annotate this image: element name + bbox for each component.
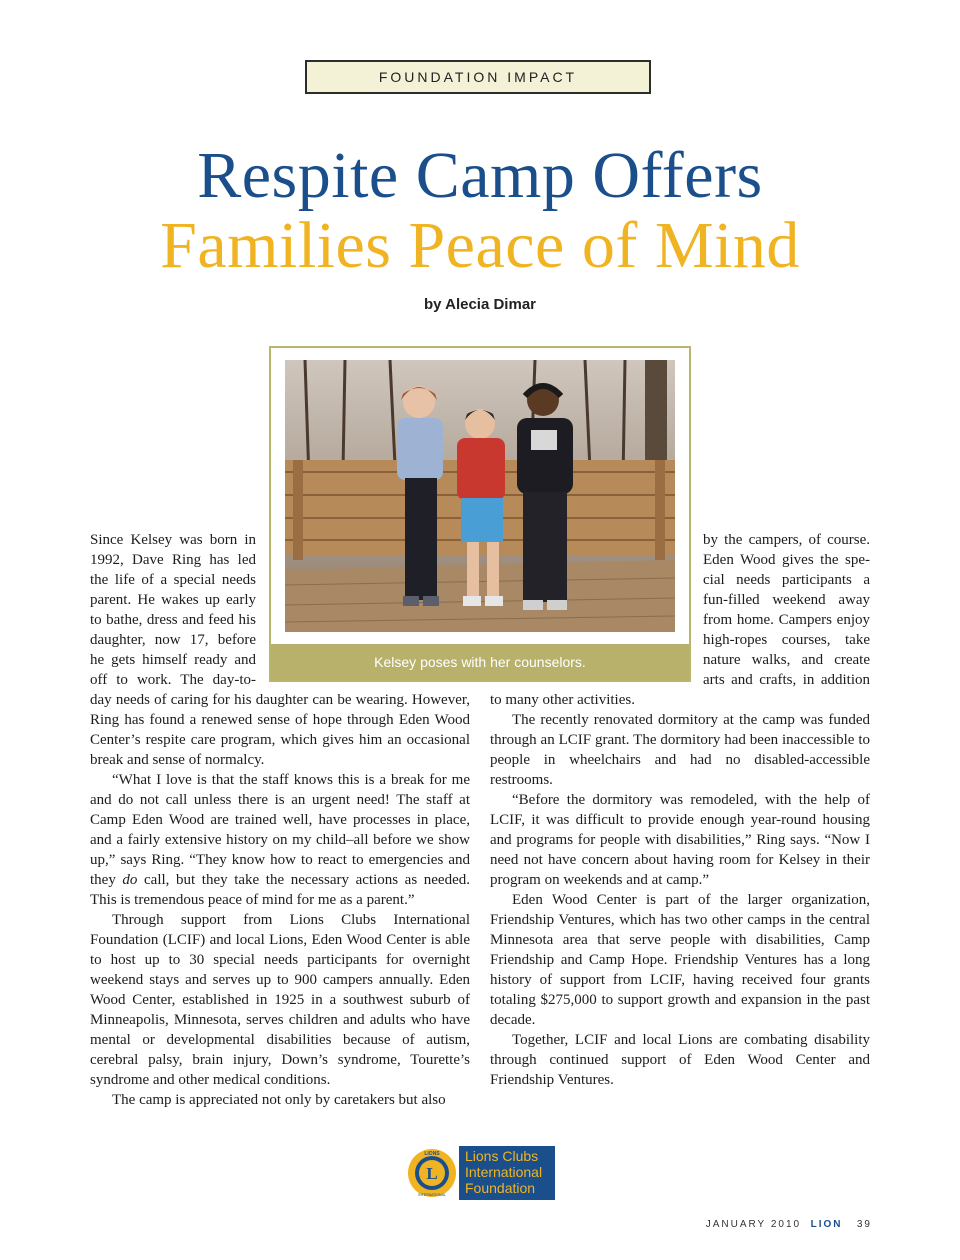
- left-line: Since Kelsey was born in: [90, 532, 256, 548]
- right-paragraph-2: The recently renovated dormitory at the camp was funded through an LCIF grant. The dormitory had been inaccessible to people in wheelchairs and had no disabled-accessible restrooms.: [490, 712, 870, 788]
- issue-date: JANUARY 2010: [705, 1219, 802, 1230]
- left-paragraph-3: Through support from Lions Clubs International Foundation (LCIF) and local Lions, Eden Wood Center is able to host up to 30 special needs participants for overnight weekend stays and serves up to 900 campers annually. Eden Wood Center, established in 1925 in a southwest suburb of Minneapolis, Minnesota, serves children and adults who have mental or developmental disabilities because of autism, cerebral palsy, brain injury, Down’s syndrome, Tourette’s syndrome and other medical conditions.: [90, 912, 470, 1088]
- quote-emphasis: do: [122, 872, 138, 888]
- right-paragraph-4: Eden Wood Center is part of the larger organization, Friendship Ventures, which has two other camps in the central Minnesota area that serve people with disabilities, Camp Friendship and Camp Hope. Friendship Ventures has a long history of support from LCIF, having received four grants totaling $275,000 to support growth and expansion in the past decade.: [490, 892, 870, 1028]
- magazine-name: LION: [810, 1219, 843, 1230]
- quote-text-a: “What I love is that the staff knows this is a break for me and do not call unless there is an urgent need! The staff at Camp Eden Wood are trained well, have processes in place, and a fairly extensive history on my child–all before we show up,” says Ring. “They know how to react to emergencies and they: [90, 772, 470, 888]
- photo-box: [269, 346, 691, 682]
- right-line: Eden Wood gives the spe-: [703, 552, 870, 568]
- camp-photo: [285, 360, 675, 632]
- lcif-wordmark-line-2: International: [465, 1164, 543, 1180]
- left-column-body: [90, 690, 470, 1110]
- headline-line-2: Families Peace of Mind: [160, 209, 800, 282]
- lcif-wordmark-line-1: Lions Clubs: [465, 1148, 539, 1164]
- right-paragraph-3: “Before the dormitory was remodeled, with the help of LCIF, it was difficult to provide enough year-round housing and programs for people with disabilities,” Ring says. “Now I need not have concern about having room for Kelsey in their program on weekends and at camp.”: [490, 792, 870, 888]
- page-number: 39: [856, 1219, 872, 1230]
- seal-bottom-text: INTERNATIONAL: [418, 1193, 446, 1197]
- right-line: cial needs participants a: [703, 572, 870, 588]
- left-line: to bathe, dress and feed his: [90, 612, 256, 628]
- lcif-wordmark-line-3: Foundation: [465, 1180, 536, 1196]
- right-paragraph-1-continued: to many other activities.: [490, 692, 635, 708]
- lcif-wordmark: [465, 1148, 542, 1196]
- left-line: off to work. The day-to-: [90, 672, 256, 688]
- left-paragraph-4: The camp is appreciated not only by caretakers but also: [112, 1092, 446, 1108]
- seal-top-text: LIONS: [424, 1151, 440, 1157]
- photo-caption: Kelsey poses with her counselors.: [271, 644, 689, 680]
- seal-center-letter: L: [426, 1164, 438, 1183]
- left-line: parent. He wakes up early: [90, 592, 256, 608]
- headline-line-1: Respite Camp Offers: [197, 139, 763, 212]
- right-line: nature walks, and create: [703, 652, 870, 668]
- right-line: by the campers, of course.: [703, 532, 870, 548]
- page-footer: [706, 1219, 872, 1230]
- right-line: high-ropes courses, take: [703, 632, 870, 648]
- right-column-body: [490, 690, 870, 1090]
- right-line: from home. Campers enjoy: [703, 612, 870, 628]
- left-line: the life of a special needs: [90, 572, 256, 588]
- left-line: 1992, Dave Ring has led: [90, 552, 256, 568]
- byline: by Alecia Dimar: [424, 296, 536, 313]
- right-paragraph-5: Together, LCIF and local Lions are combating disability through continued support of Eden Wood Center and Friendship Ventures.: [490, 1032, 870, 1088]
- right-line: fun-filled weekend away: [703, 592, 870, 608]
- section-kicker: FOUNDATION IMPACT: [305, 60, 651, 94]
- quote-text-b: call, but they take the necessary actions as needed. This is tremendous peace of mind for me as a parent.”: [90, 872, 470, 908]
- left-paragraph-1-continued: day needs of caring for his daughter can be wearing. However, Ring has found a renewed sense of hope through Eden Wood Center’s respite care program, which gives him an occasional break and sense of normalcy.: [90, 692, 470, 768]
- left-paragraph-2: [90, 770, 470, 910]
- left-line: daughter, now 17, before: [90, 632, 256, 648]
- lcif-logo: [405, 1146, 555, 1200]
- left-line: he gets himself ready and: [90, 652, 256, 668]
- right-line: arts and crafts, in addition: [703, 672, 870, 688]
